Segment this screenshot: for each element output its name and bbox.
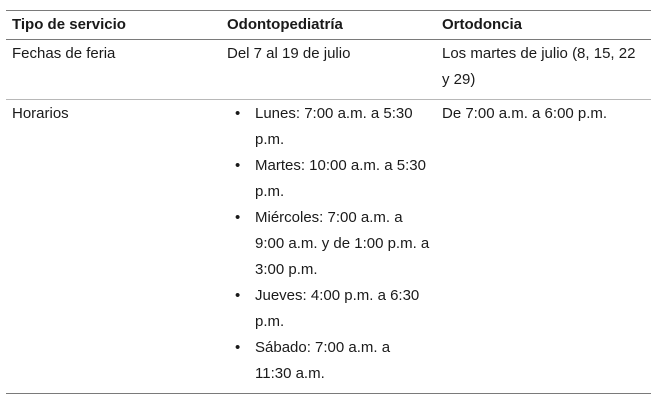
table-body bbox=[6, 40, 651, 394]
table-row-hours bbox=[6, 100, 651, 394]
list-item bbox=[235, 153, 430, 205]
list-item bbox=[235, 283, 430, 335]
schedule-item-text: Miércoles: 7:00 a.m. a 9:00 a.m. y de 1:00 p.m. a 3:00 p.m. bbox=[255, 209, 430, 278]
cell-dates-label: Fechas de feria bbox=[12, 45, 116, 62]
cell-hours-odontopediatria bbox=[221, 100, 436, 394]
bullet-icon: • bbox=[235, 157, 241, 174]
list-item bbox=[235, 101, 430, 153]
cell-hours-label: Horarios bbox=[12, 105, 69, 122]
bullet-icon: • bbox=[235, 209, 241, 226]
list-item bbox=[235, 335, 430, 387]
schedule-item-text: Jueves: 4:00 p.m. a 6:30 p.m. bbox=[255, 287, 420, 330]
table-header bbox=[6, 11, 651, 40]
bullet-icon: • bbox=[235, 105, 241, 122]
schedule-item-text: Sábado: 7:00 a.m. a 11:30 a.m. bbox=[255, 339, 391, 382]
schedule-item-text: Lunes: 7:00 a.m. a 5:30 p.m. bbox=[255, 105, 413, 148]
header-ortodoncia: Ortodoncia bbox=[442, 16, 523, 33]
cell-dates-ortodoncia: Los martes de julio (8, 15, 22 y 29) bbox=[442, 45, 636, 88]
services-table bbox=[6, 10, 651, 394]
cell-hours-ortodoncia: De 7:00 a.m. a 6:00 p.m. bbox=[442, 105, 608, 122]
cell-dates-odontopediatria: Del 7 al 19 de julio bbox=[227, 45, 351, 62]
header-service-type: Tipo de servicio bbox=[12, 16, 126, 33]
header-odontopediatria: Odontopediatría bbox=[227, 16, 343, 33]
bullet-icon: • bbox=[235, 287, 241, 304]
schedule-list bbox=[227, 101, 430, 387]
list-item bbox=[235, 205, 430, 283]
schedule-item-text: Martes: 10:00 a.m. a 5:30 p.m. bbox=[255, 157, 426, 200]
table-row-dates bbox=[6, 40, 651, 100]
header-row bbox=[6, 11, 651, 40]
bullet-icon: • bbox=[235, 339, 241, 356]
